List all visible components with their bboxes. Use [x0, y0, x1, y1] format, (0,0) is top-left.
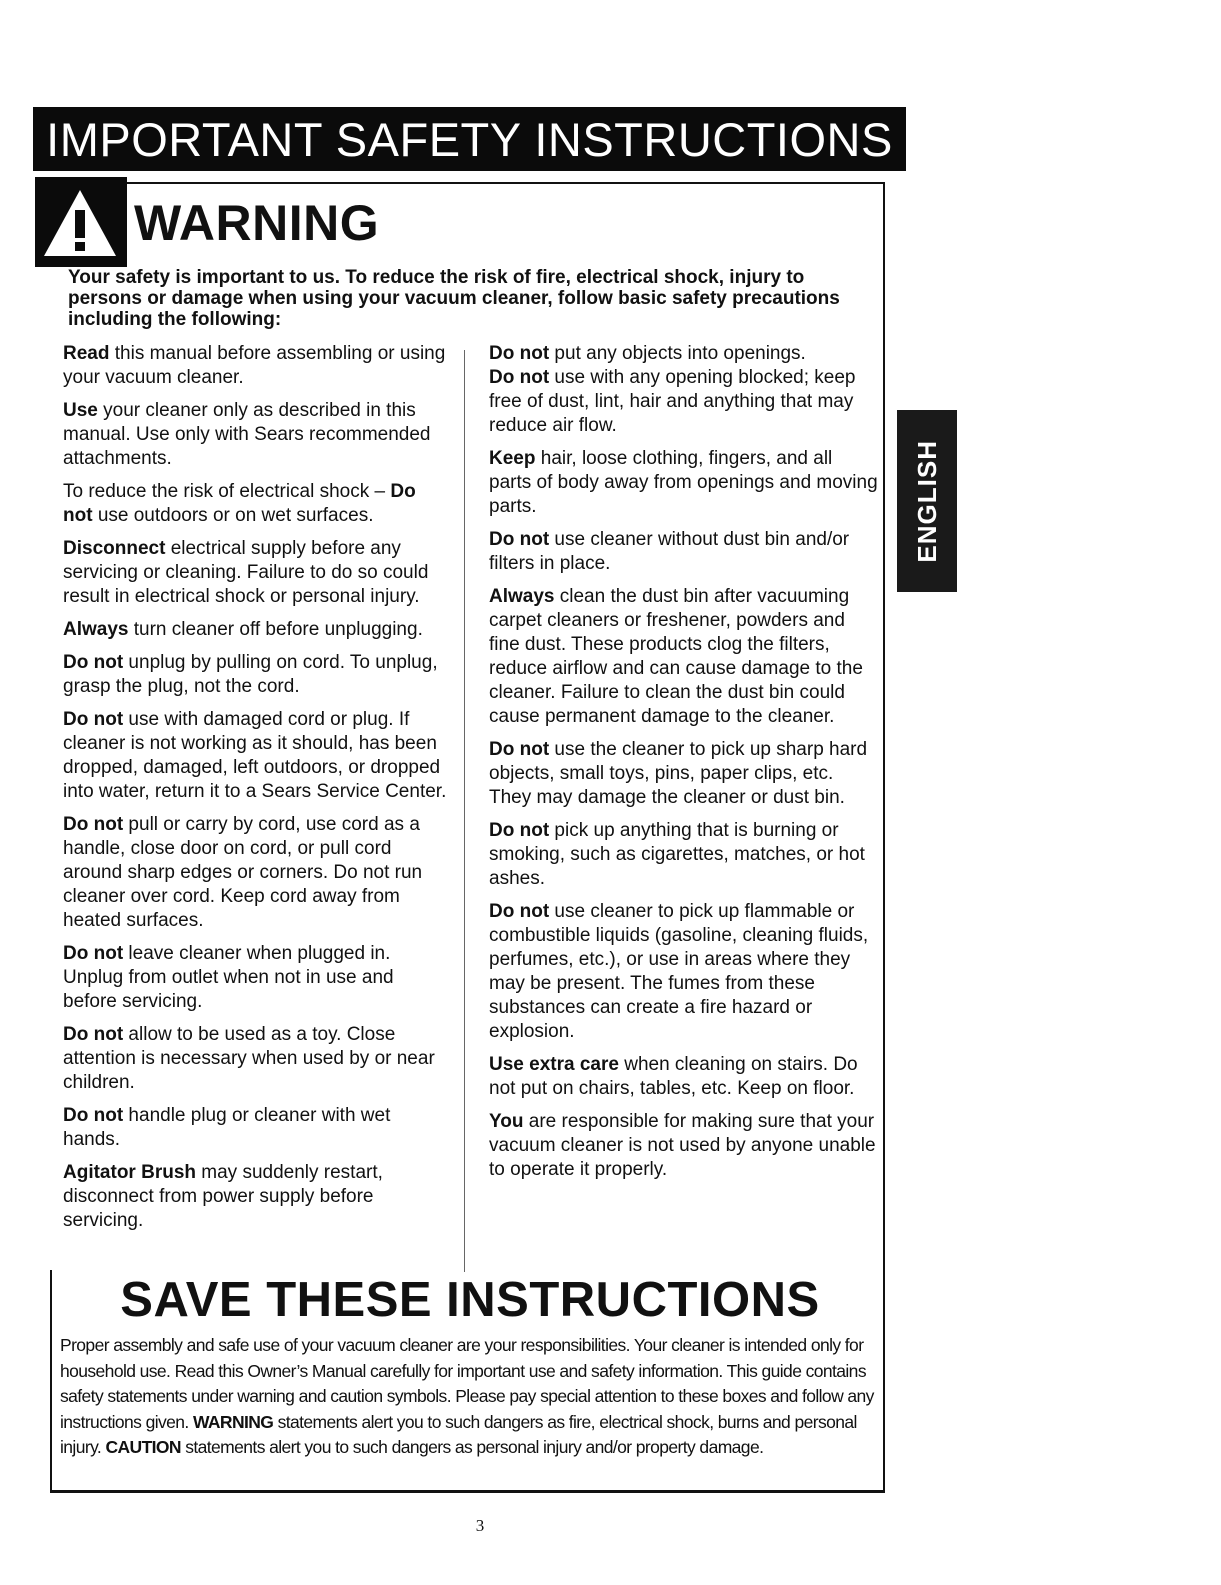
instruction-item: Do not use cleaner without dust bin and/or filters in place. [489, 529, 850, 574]
page-title-banner [33, 107, 906, 171]
instruction-item: Do not use the cleaner to pick up sharp hard objects, small toys, pins, paper clips, etc. They may damage the cleaner or dust bin. [489, 739, 868, 808]
instruction-item: To reduce the risk of electrical shock – Do not use outdoors or on wet surfaces. [63, 481, 416, 526]
instruction-item: Agitator Brush may suddenly restart, disconnect from power supply before servicing. [63, 1162, 383, 1231]
page-number: 3 [475, 1516, 485, 1535]
instruction-item: Always clean the dust bin after vacuuming carpet cleaners or freshener, powders and fine dust. These products clog the filters, reduce airflow and can cause damage to the cleaner. Failure to clean the dust bin could cause permanent damage to the cleaner. [489, 586, 863, 727]
instruction-item: Do not use cleaner to pick up flammable or combustible liquids (gasoline, cleaning fluids, perfumes, etc.), or use in areas where they may be present. The fumes from these substances can create a fire hazard or explosion. [489, 901, 869, 1042]
right-column [489, 342, 879, 1191]
instruction-item: Do not leave cleaner when plugged in. Unplug from outlet when not in use and before servicing. [63, 943, 394, 1012]
instruction-item: Do not allow to be used as a toy. Close attention is necessary when used by or near children. [63, 1024, 435, 1093]
instruction-item: Keep hair, loose clothing, fingers, and all parts of body away from openings and moving parts. [489, 448, 878, 517]
instruction-item: Do not put any objects into openings. Do not use with any opening blocked; keep free of dust, lint, hair and anything that may reduce air flow. [489, 343, 856, 436]
save-instructions-heading: SAVE THESE INSTRUCTIONS [120, 1273, 820, 1327]
left-column [63, 342, 448, 1242]
language-tab [897, 410, 957, 592]
instruction-item: Read this manual before assembling or using your vacuum cleaner. [63, 343, 446, 388]
warning-triangle-icon [40, 186, 120, 260]
instruction-item: Always turn cleaner off before unplugging. [63, 619, 423, 640]
page-title: IMPORTANT SAFETY INSTRUCTIONS [46, 112, 893, 166]
instruction-item: Do not use with damaged cord or plug. If cleaner is not working as it should, has been dropped, damaged, left outdoors, or dropped into water, return it to a Sears Service Center. [63, 709, 447, 802]
intro-statement: Your safety is important to us. To reduce the risk of fire, electrical shock, injury to persons or damage when using your vacuum cleaner, follow basic safety precautions including the following: [68, 267, 840, 330]
instruction-item: Use your cleaner only as described in this manual. Use only with Sears recommended attachments. [63, 400, 431, 469]
instruction-item: Do not pull or carry by cord, use cord as a handle, close door on cord, or pull cord around sharp edges or corners. Do not run cleaner over cord. Keep cord away from heated surfaces. [63, 814, 423, 931]
instruction-item: Use extra care when cleaning on stairs. Do not put on chairs, tables, etc. Keep on floor. [489, 1054, 858, 1099]
instruction-item: Do not handle plug or cleaner with wet hands. [63, 1105, 391, 1150]
instruction-item: Do not unplug by pulling on cord. To unplug, grasp the plug, not the cord. [63, 652, 438, 697]
instruction-item: Disconnect electrical supply before any servicing or cleaning. Failure to do so could result in electrical shock or personal injury. [63, 538, 429, 607]
instruction-item: You are responsible for making sure that your vacuum cleaner is not used by anyone unable to operate it properly. [489, 1111, 876, 1180]
column-divider [464, 350, 465, 1272]
instruction-item: Do not pick up anything that is burning or smoking, such as cigarettes, matches, or hot ashes. [489, 820, 865, 889]
language-tab-label: ENGLISH [911, 439, 942, 563]
warning-heading: WARNING [134, 195, 380, 251]
closing-paragraph: Proper assembly and safe use of your vacuum cleaner are your responsibilities. Your cleaner is intended only for household use. Read this Owner’s Manual carefully for important use and safety information. This guide contains safety statements under warning and caution symbols. Please pay special attention to these boxes and follow any instructions given. WARNING statements alert you to such dangers as fire, electrical shock, burns and personal injury. CAUTION statements alert you to such dangers as personal injury and/or property damage. [60, 1335, 874, 1457]
